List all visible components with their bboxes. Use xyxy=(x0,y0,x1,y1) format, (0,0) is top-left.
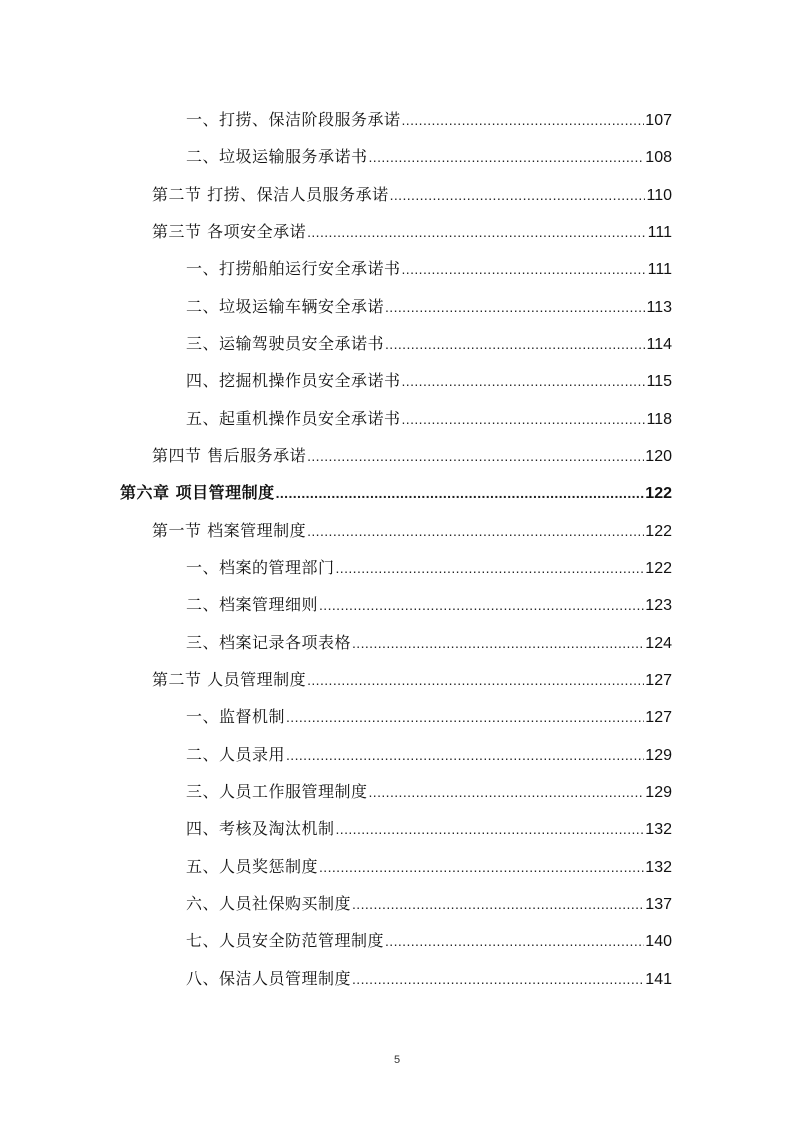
toc-entry-page: 113 xyxy=(646,299,672,316)
leader-dots xyxy=(352,967,644,991)
toc-entry-page: 123 xyxy=(645,597,672,614)
toc-entry-page: 137 xyxy=(645,896,672,913)
toc-entry-title: 第六章 项目管理制度 xyxy=(120,483,275,502)
leader-dots xyxy=(385,295,645,319)
toc-entry-page: 110 xyxy=(646,187,672,204)
toc-entry[interactable] xyxy=(186,369,672,393)
toc-entry[interactable] xyxy=(152,519,672,543)
leader-dots xyxy=(352,892,644,916)
toc-entry[interactable] xyxy=(186,407,672,431)
toc-entry[interactable] xyxy=(186,108,672,132)
toc-entry-title: 一、档案的管理部门 xyxy=(186,558,335,577)
toc-entry-page: 108 xyxy=(645,149,672,166)
toc-entry-page: 114 xyxy=(646,336,672,353)
toc-entry-page: 118 xyxy=(646,411,672,428)
toc-entry-page: 111 xyxy=(647,224,672,241)
toc-entry-title: 二、垃圾运输服务承诺书 xyxy=(186,147,368,166)
toc-entry[interactable] xyxy=(186,145,672,169)
toc-entry-page: 124 xyxy=(645,635,672,652)
toc-entry-page: 122 xyxy=(645,523,672,540)
toc-entry-title: 三、运输驾驶员安全承诺书 xyxy=(186,334,385,353)
toc-entry-title: 第一节 档案管理制度 xyxy=(152,521,307,540)
toc-entry-page: 141 xyxy=(645,971,672,988)
toc-entry-page: 132 xyxy=(645,821,672,838)
leader-dots xyxy=(336,556,645,580)
toc-entry-title: 二、垃圾运输车辆安全承诺 xyxy=(186,297,385,316)
toc-entry[interactable] xyxy=(186,705,672,729)
toc-entry-page: 111 xyxy=(647,261,672,278)
toc-entry-page: 129 xyxy=(645,747,672,764)
leader-dots xyxy=(319,855,644,879)
toc-entry[interactable] xyxy=(186,556,672,580)
leader-dots xyxy=(385,332,645,356)
leader-dots xyxy=(390,183,646,207)
toc-entry-page: 129 xyxy=(645,784,672,801)
leader-dots xyxy=(286,705,644,729)
toc-entry-title: 一、监督机制 xyxy=(186,707,286,726)
toc-entry[interactable] xyxy=(152,668,672,692)
leader-dots xyxy=(286,743,644,767)
leader-dots xyxy=(276,481,645,505)
leader-dots xyxy=(369,145,645,169)
toc-entry[interactable] xyxy=(152,220,672,244)
toc-entry[interactable] xyxy=(152,444,672,468)
toc-entry-title: 六、人员社保购买制度 xyxy=(186,894,352,913)
toc-entry[interactable] xyxy=(186,929,672,953)
toc-entry[interactable] xyxy=(186,855,672,879)
toc-entry-chapter[interactable] xyxy=(120,481,672,505)
toc-entry-title: 一、打捞、保洁阶段服务承诺 xyxy=(186,110,401,129)
toc-entry-title: 第二节 打捞、保洁人员服务承诺 xyxy=(152,185,389,204)
toc-entry[interactable] xyxy=(186,332,672,356)
leader-dots xyxy=(352,631,644,655)
toc-entry[interactable] xyxy=(186,593,672,617)
leader-dots xyxy=(385,929,644,953)
page-number: 5 xyxy=(393,1054,401,1066)
toc-entry-title: 八、保洁人员管理制度 xyxy=(186,969,352,988)
toc-entry[interactable] xyxy=(186,892,672,916)
toc-entry-title: 五、起重机操作员安全承诺书 xyxy=(186,409,401,428)
leader-dots xyxy=(307,220,647,244)
toc-entry-page: 127 xyxy=(645,672,672,689)
leader-dots xyxy=(319,593,644,617)
toc-entry-title: 二、档案管理细则 xyxy=(186,595,319,614)
toc-entry-title: 一、打捞船舶运行安全承诺书 xyxy=(186,259,401,278)
leader-dots xyxy=(402,257,647,281)
toc-entry[interactable] xyxy=(186,257,672,281)
leader-dots xyxy=(402,407,646,431)
toc-entry-title: 第二节 人员管理制度 xyxy=(152,670,307,689)
toc-entry-title: 五、人员奖惩制度 xyxy=(186,857,319,876)
toc-entry-page: 107 xyxy=(645,112,672,129)
toc-entry[interactable] xyxy=(186,743,672,767)
toc-entry-page: 122 xyxy=(645,485,672,502)
toc-entry-page: 122 xyxy=(645,560,672,577)
toc-entry-page: 127 xyxy=(645,709,672,726)
toc-entry[interactable] xyxy=(186,967,672,991)
toc-entry[interactable] xyxy=(186,295,672,319)
toc-entry-page: 115 xyxy=(646,373,672,390)
toc-entry-title: 四、考核及淘汰机制 xyxy=(186,819,335,838)
toc-entry-title: 第四节 售后服务承诺 xyxy=(152,446,307,465)
leader-dots xyxy=(307,444,644,468)
toc-entry-title: 二、人员录用 xyxy=(186,745,286,764)
toc-entry-title: 七、人员安全防范管理制度 xyxy=(186,931,385,950)
leader-dots xyxy=(402,108,645,132)
toc-entry[interactable] xyxy=(186,780,672,804)
leader-dots xyxy=(307,668,644,692)
toc-entry-title: 三、档案记录各项表格 xyxy=(186,633,352,652)
toc-entry-page: 120 xyxy=(645,448,672,465)
toc-entry-page: 140 xyxy=(645,933,672,950)
toc-entry-page: 132 xyxy=(645,859,672,876)
toc-entry-title: 三、人员工作服管理制度 xyxy=(186,782,368,801)
toc-entry[interactable] xyxy=(186,631,672,655)
toc-entry-title: 第三节 各项安全承诺 xyxy=(152,222,307,241)
toc-entry[interactable] xyxy=(186,817,672,841)
leader-dots xyxy=(336,817,645,841)
leader-dots xyxy=(307,519,644,543)
leader-dots xyxy=(402,369,646,393)
leader-dots xyxy=(369,780,645,804)
toc-entry-title: 四、挖掘机操作员安全承诺书 xyxy=(186,371,401,390)
toc-entry[interactable] xyxy=(152,183,672,207)
